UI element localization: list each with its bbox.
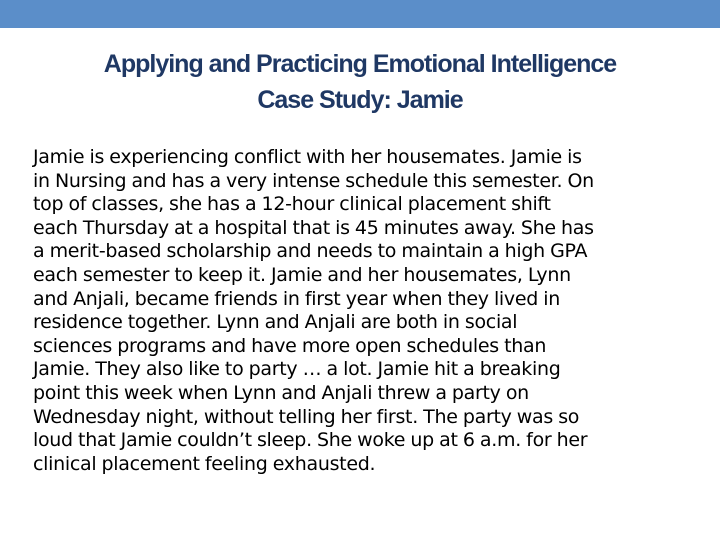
case-study-paragraph bbox=[33, 146, 688, 476]
header-accent-bar bbox=[0, 0, 720, 28]
paragraph-line: and Anjali, became friends in first year when they lived in bbox=[33, 287, 560, 310]
paragraph-line: top of classes, she has a 12-hour clinical placement shift bbox=[33, 193, 551, 216]
paragraph-line: in Nursing and has a very intense schedule this semester. On bbox=[33, 169, 594, 192]
paragraph-line: a merit-based scholarship and needs to maintain a high GPA bbox=[33, 240, 588, 263]
paragraph-line: Jamie is experiencing conflict with her housemates. Jamie is bbox=[33, 146, 582, 168]
paragraph-line: point this week when Lynn and Anjali threw a party on bbox=[33, 381, 529, 404]
paragraph-line: sciences programs and have more open schedules than bbox=[33, 334, 547, 357]
paragraph-line: loud that Jamie couldn’t sleep. She woke up at 6 a.m. for her bbox=[33, 429, 588, 452]
paragraph-line: clinical placement feeling exhausted. bbox=[33, 452, 376, 475]
paragraph-line: Jamie. They also like to party … a lot. Jamie hit a breaking bbox=[33, 358, 561, 381]
slide-title-line-2: Case Study: Jamie bbox=[257, 86, 463, 114]
paragraph-line: each semester to keep it. Jamie and her housemates, Lynn bbox=[33, 263, 571, 286]
slide-title bbox=[40, 46, 680, 118]
paragraph-line: Wednesday night, without telling her first. The party was so bbox=[33, 405, 580, 428]
paragraph-line: each Thursday at a hospital that is 45 minutes away. She has bbox=[33, 216, 594, 239]
paragraph-line: residence together. Lynn and Anjali are both in social bbox=[33, 311, 518, 334]
slide-title-line-1: Applying and Practicing Emotional Intelligence bbox=[103, 50, 617, 78]
